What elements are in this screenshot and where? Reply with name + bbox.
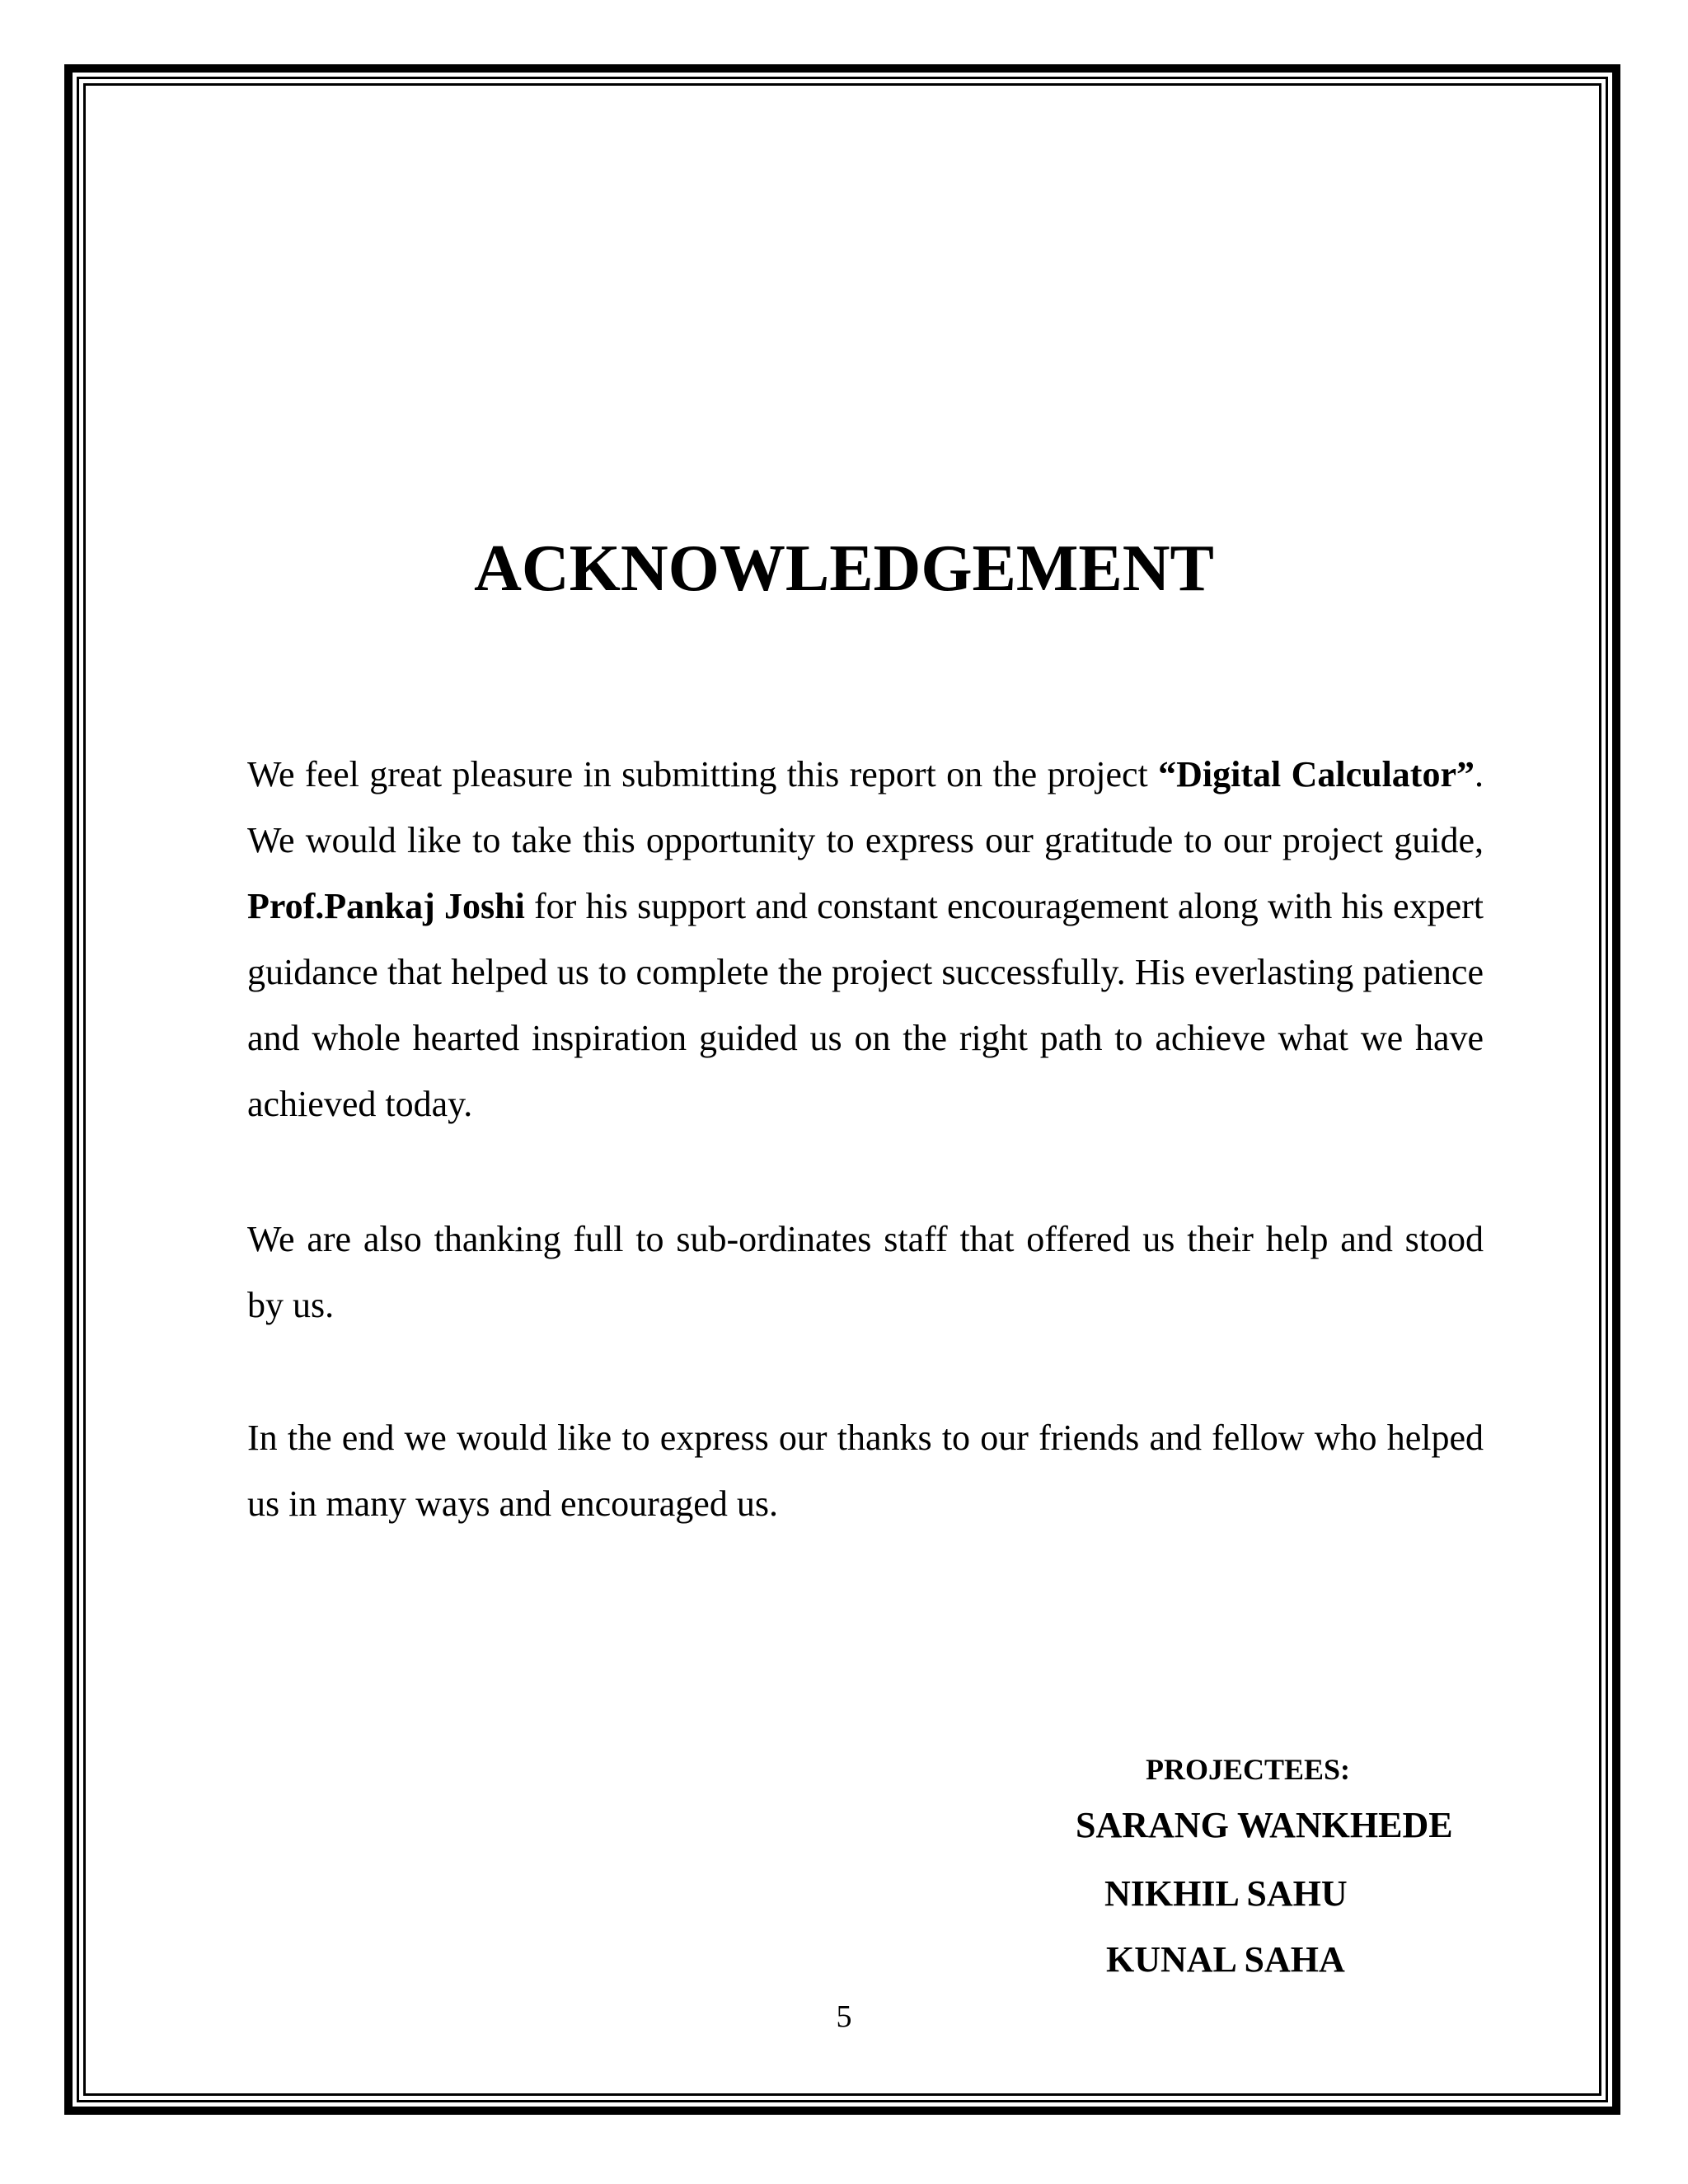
guide-name: Prof.Pankaj Joshi [247,886,525,926]
paragraph-closing: In the end we would like to express our thanks to our friends and fellow who helped us in many ways and encouraged us. [247,1418,1484,1524]
paragraph-intro-text-1: We feel great pleasure in submitting this report on the project [247,754,1159,794]
projectee-name: NIKHIL SAHU [1104,1873,1348,1914]
paragraph-intro [247,742,1484,1137]
paragraph-intro-text-3: for his support and constant encouragement along with his expert guidance that helped us to complete the project successfully. His everlasting patience and whole hearted inspiration guided us on the right path to achieve what we have achieved today. [247,886,1484,1124]
paragraph-intro-text-2: . We would like to take this opportunity to express our gratitude to our project guide, [247,754,1484,860]
page-number: 5 [836,1999,852,2034]
projectee-name: SARANG WANKHEDE [1076,1805,1453,1845]
page-title: ACKNOWLEDGEMENT [474,532,1214,605]
project-name: “Digital Calculator” [1158,754,1475,794]
projectee-name: KUNAL SAHA [1106,1939,1345,1980]
projectees-label: PROJECTEES: [1146,1753,1351,1786]
paragraph-staff-thanks: We are also thanking full to sub-ordinates staff that offered us their help and stood by us. [247,1219,1484,1325]
